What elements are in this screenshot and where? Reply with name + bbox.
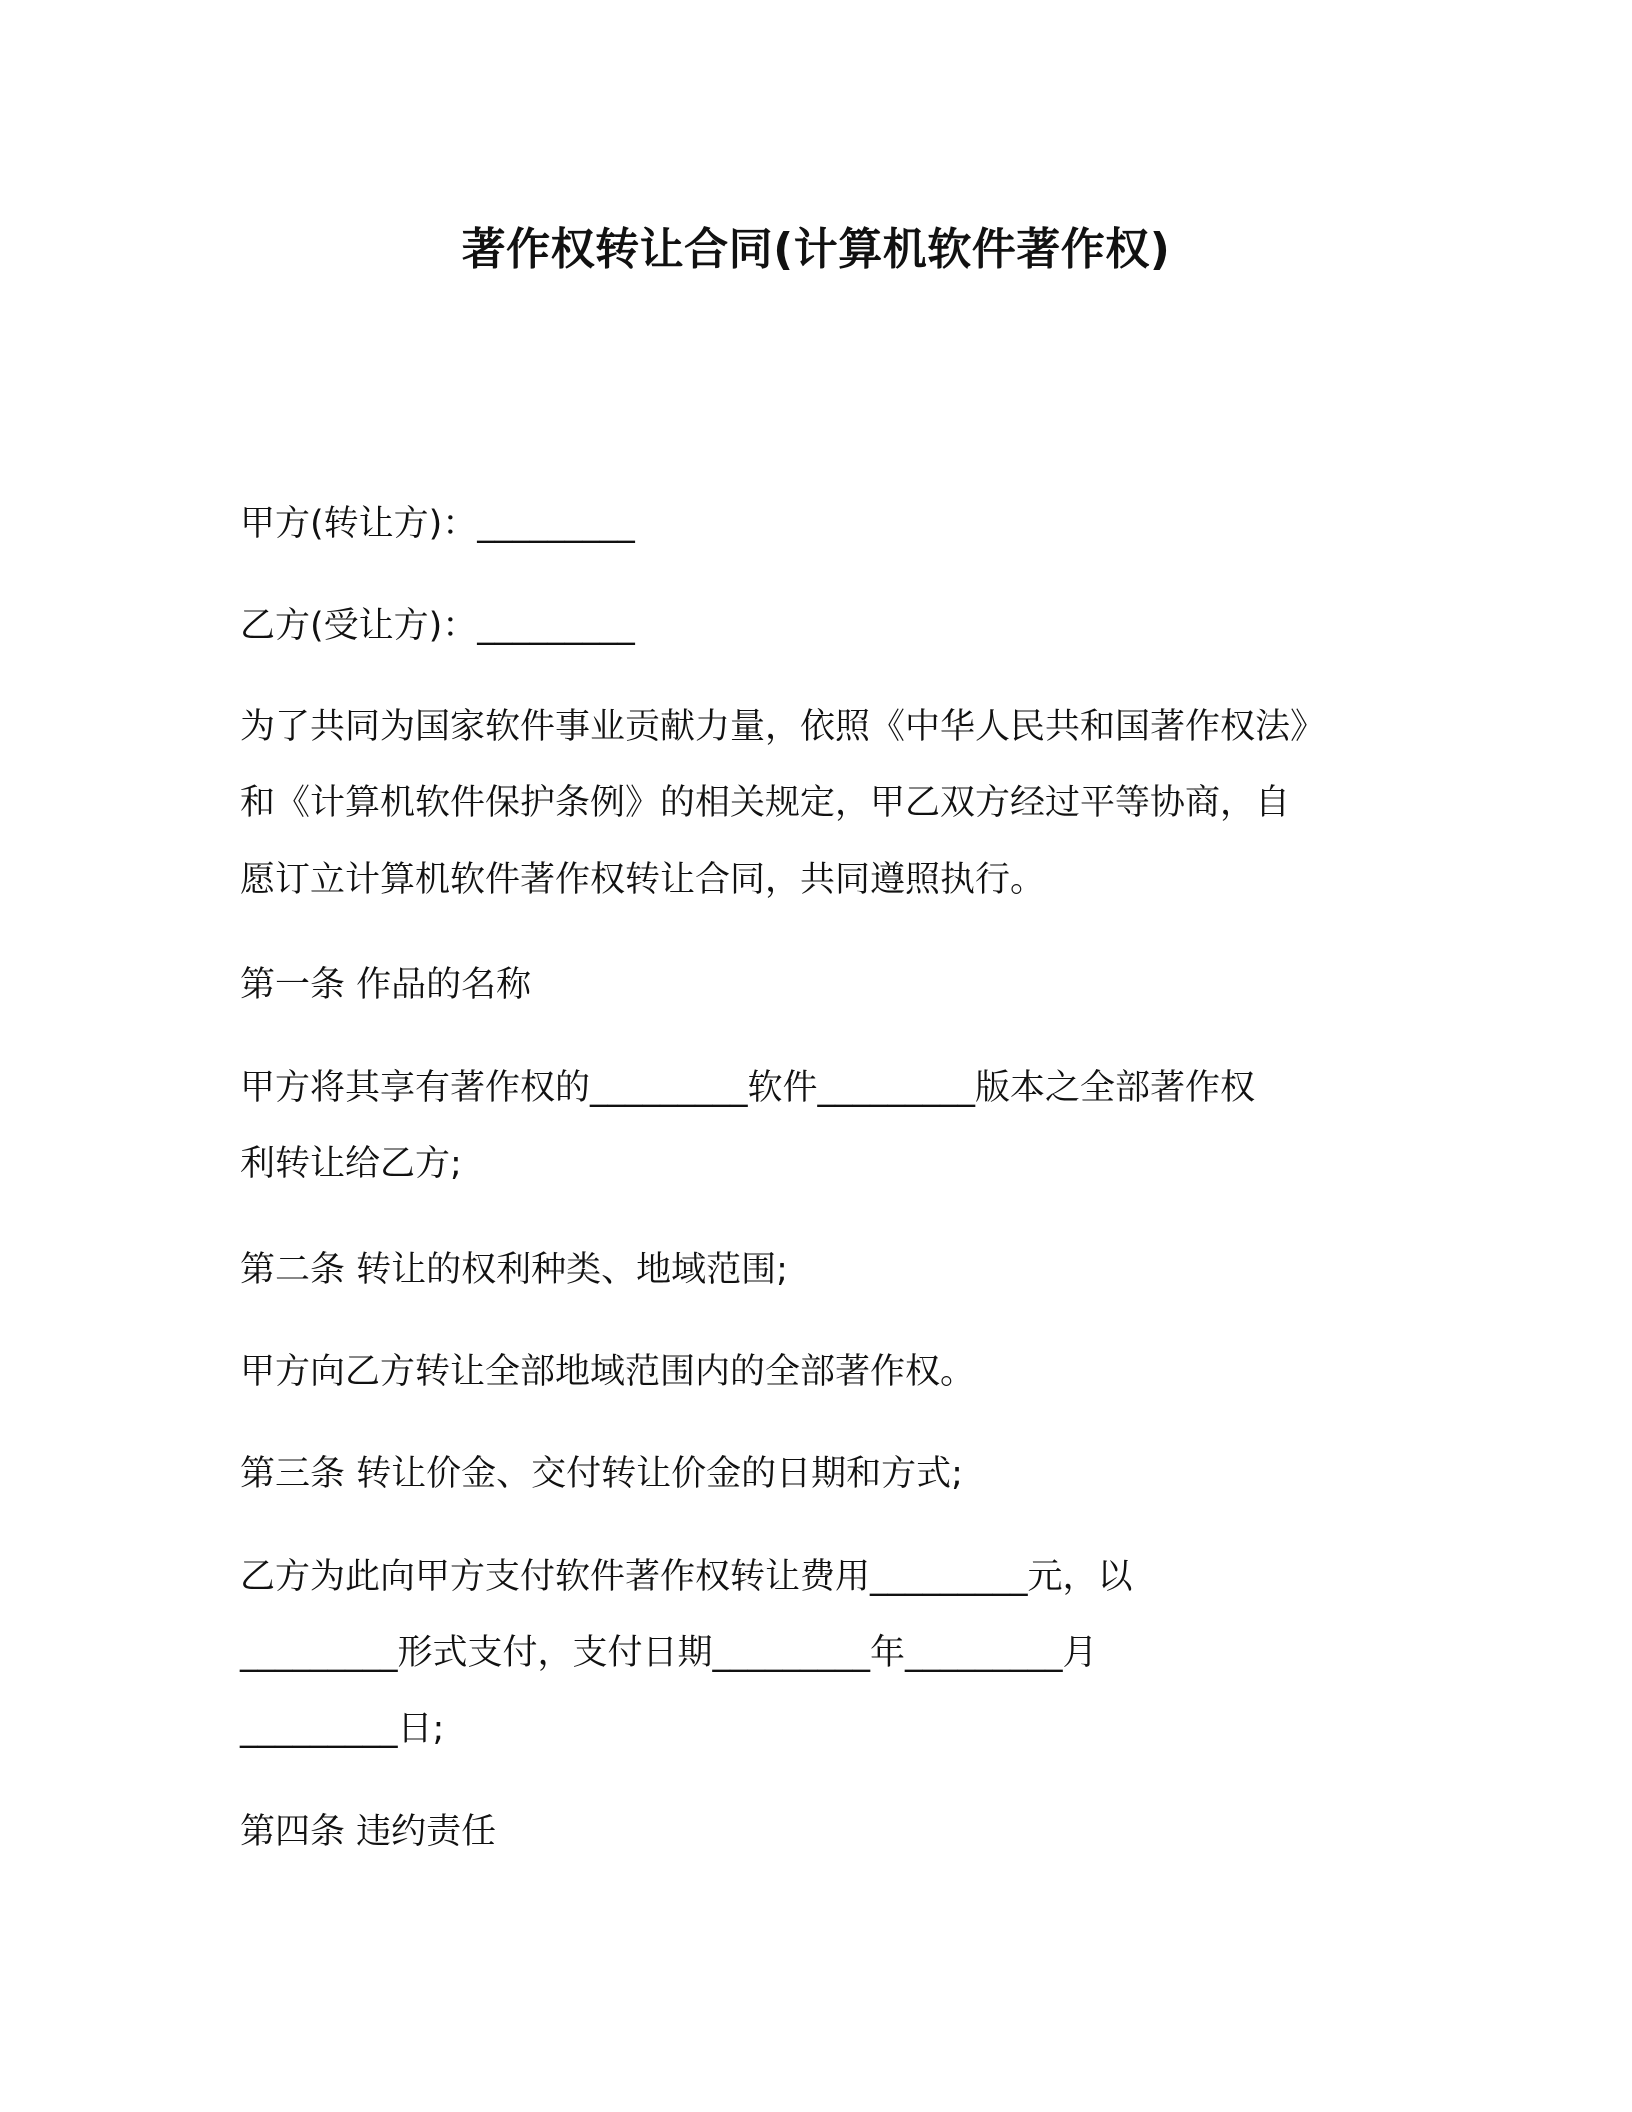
article-1-heading: 第一条 作品的名称 xyxy=(240,965,532,1005)
article-1-line-1: 甲方将其享有著作权的_________软件_________版本之全部著作权 xyxy=(240,1068,1256,1108)
article-3-line-2: _________形式支付，支付日期_________年_________月 xyxy=(240,1633,1098,1673)
article-3-heading: 第三条 转让价金、交付转让价金的日期和方式; xyxy=(240,1454,963,1494)
party-a-line: 甲方(转让方)：_________ xyxy=(240,504,635,544)
article-3-line-1: 乙方为此向甲方支付软件著作权转让费用_________元，以 xyxy=(240,1557,1133,1597)
article-1-line-2: 利转让给乙方; xyxy=(240,1144,462,1184)
preamble-line-1: 为了共同为国家软件事业贡献力量，依照《中华人民共和国著作权法》 xyxy=(240,707,1326,747)
article-3-line-3: _________日; xyxy=(240,1709,445,1749)
preamble-line-2: 和《计算机软件保护条例》的相关规定，甲乙双方经过平等协商，自 xyxy=(240,783,1291,823)
article-2-heading: 第二条 转让的权利种类、地域范围; xyxy=(240,1250,788,1290)
preamble-line-3: 愿订立计算机软件著作权转让合同，共同遵照执行。 xyxy=(240,860,1046,900)
document-title: 著作权转让合同(计算机软件著作权) xyxy=(461,224,1171,275)
party-b-line: 乙方(受让方)：_________ xyxy=(240,606,635,646)
article-4-heading: 第四条 违约责任 xyxy=(240,1812,497,1852)
article-2-line-1: 甲方向乙方转让全部地域范围内的全部著作权。 xyxy=(240,1352,976,1392)
